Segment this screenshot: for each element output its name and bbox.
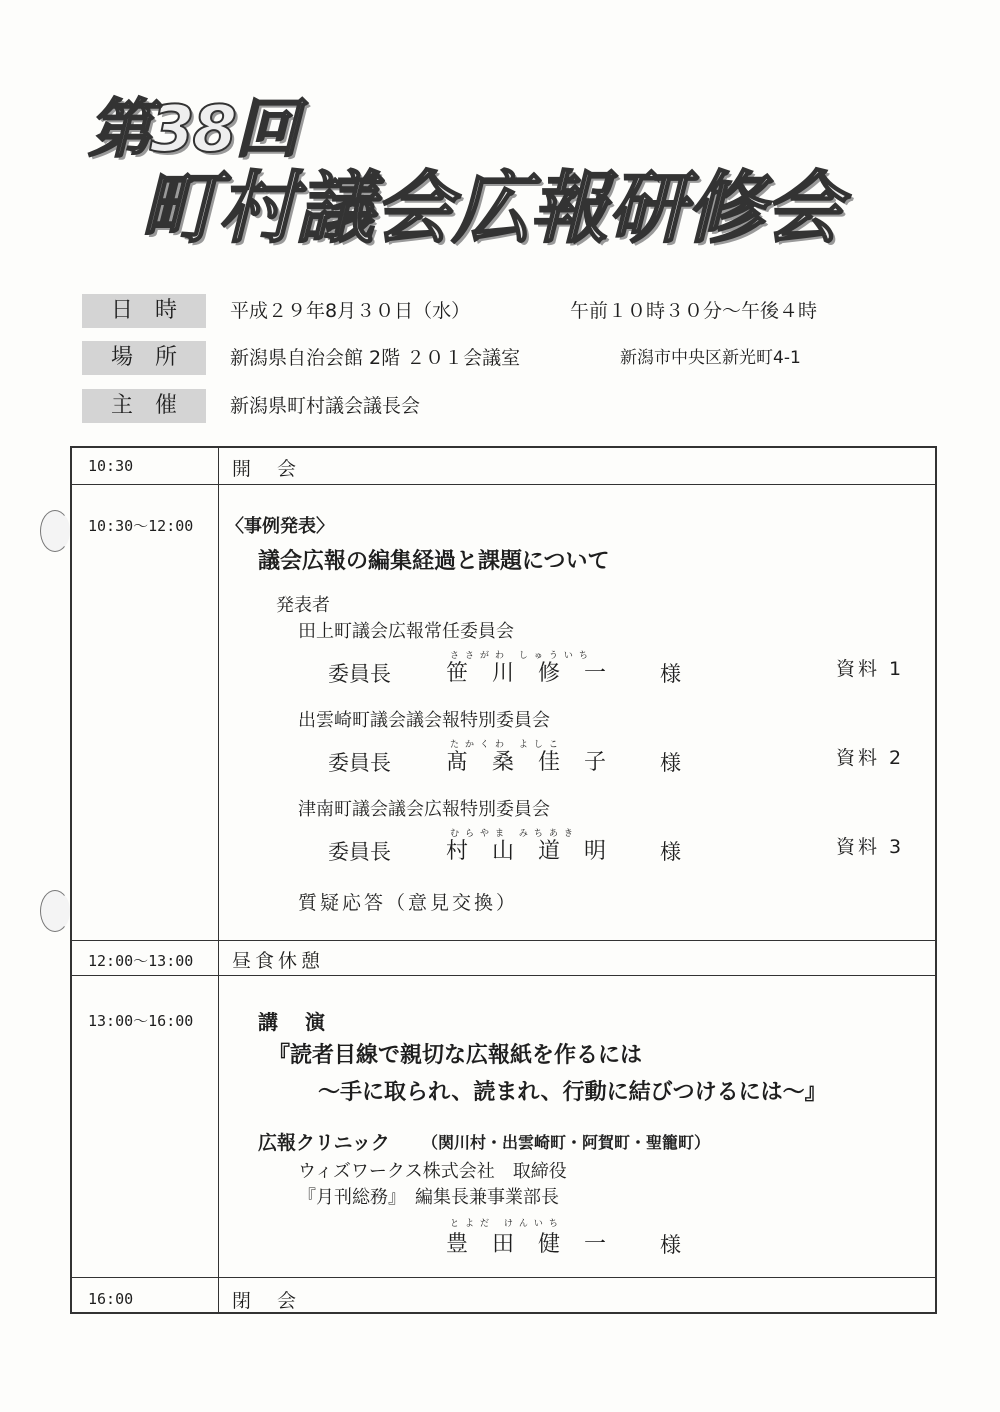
info-date: 平成２９年8月３０日（水） bbox=[230, 300, 471, 322]
presenter-role: 委員長 bbox=[328, 751, 391, 775]
honorific: 様 bbox=[660, 840, 681, 864]
presenter-role: 委員長 bbox=[328, 840, 391, 864]
material-ref: 資料 2 bbox=[836, 747, 905, 769]
speaker-company: ウィズワークス株式会社 取締役 bbox=[298, 1161, 567, 1182]
row-divider bbox=[72, 484, 935, 485]
title-edition: 第38回 bbox=[88, 93, 298, 167]
speaker-name-ruby: とよだ けんいち bbox=[450, 1219, 564, 1229]
punch-hole-bottom bbox=[40, 890, 70, 932]
material-ref: 資料 1 bbox=[836, 658, 905, 680]
row-divider bbox=[72, 940, 935, 941]
presenter-org: 出雲崎町議会議会報特別委員会 bbox=[298, 710, 550, 731]
schedule-time: 13:00～16:00 bbox=[88, 1012, 194, 1030]
speaker-title: 『月刊総務』 編集長兼事業部長 bbox=[298, 1187, 559, 1208]
presenters-label: 発表者 bbox=[276, 595, 330, 616]
material-ref: 資料 3 bbox=[836, 836, 905, 858]
presenter-role: 委員長 bbox=[328, 662, 391, 686]
case-study-topic: 議会広報の編集経過と課題について bbox=[258, 549, 610, 574]
presenter-org: 津南町議会議会広報特別委員会 bbox=[298, 799, 550, 820]
schedule-item-lunch: 昼食休憩 bbox=[232, 950, 325, 972]
row-divider bbox=[72, 1277, 935, 1278]
speaker-name: 豊田健一 bbox=[446, 1232, 631, 1257]
schedule-item-opening: 開 会 bbox=[232, 458, 307, 480]
schedule-item-closing: 閉 会 bbox=[232, 1290, 307, 1312]
info-label-venue: 場所 bbox=[82, 341, 206, 375]
info-label-host: 主催 bbox=[82, 389, 206, 423]
column-divider bbox=[218, 448, 219, 1312]
lecture-subtitle: ～手に取られ、読まれ、行動に結びつけるには～』 bbox=[318, 1080, 827, 1105]
title-main: 町村議会広報研修会 bbox=[140, 164, 843, 254]
presenter-name-ruby: たかくわ よしこ bbox=[450, 740, 564, 750]
info-time: 午前１０時３０分～午後４時 bbox=[570, 300, 818, 322]
honorific: 様 bbox=[660, 662, 681, 686]
info-venue: 新潟県自治会館 2階 ２０１会議室 bbox=[230, 347, 521, 369]
lecture-title: 『読者目線で親切な広報紙を作るには bbox=[268, 1043, 643, 1068]
schedule-time: 10:30～12:00 bbox=[88, 517, 194, 535]
presenter-name: 村山道明 bbox=[446, 839, 631, 864]
clinic-label: 広報クリニック bbox=[258, 1132, 390, 1154]
schedule-time: 16:00 bbox=[88, 1290, 134, 1308]
presenter-name: 笹川修一 bbox=[446, 661, 631, 686]
info-address: 新潟市中央区新光町4-1 bbox=[620, 348, 801, 368]
row-divider bbox=[72, 975, 935, 976]
schedule-table bbox=[70, 446, 937, 1314]
lecture-label: 講 演 bbox=[258, 1010, 335, 1034]
presenter-name: 髙桑佳子 bbox=[446, 750, 631, 775]
qa-session: 質疑応答（意見交換） bbox=[298, 892, 519, 914]
punch-hole-top bbox=[40, 510, 70, 552]
presenter-name-ruby: ささがわ しゅういち bbox=[450, 651, 594, 661]
clinic-towns: （関川村・出雲崎町・阿賀町・聖籠町） bbox=[422, 1133, 711, 1152]
schedule-time: 12:00～13:00 bbox=[88, 952, 194, 970]
info-label-datetime: 日時 bbox=[82, 294, 206, 328]
schedule-time: 10:30 bbox=[88, 457, 134, 475]
presenter-org: 田上町議会広報常任委員会 bbox=[298, 621, 514, 642]
case-study-category: 〈事例発表〉 bbox=[226, 516, 334, 537]
honorific: 様 bbox=[660, 1233, 681, 1257]
honorific: 様 bbox=[660, 751, 681, 775]
presenter-name-ruby: むらやま みちあき bbox=[450, 829, 579, 839]
info-host: 新潟県町村議会議長会 bbox=[230, 395, 421, 417]
